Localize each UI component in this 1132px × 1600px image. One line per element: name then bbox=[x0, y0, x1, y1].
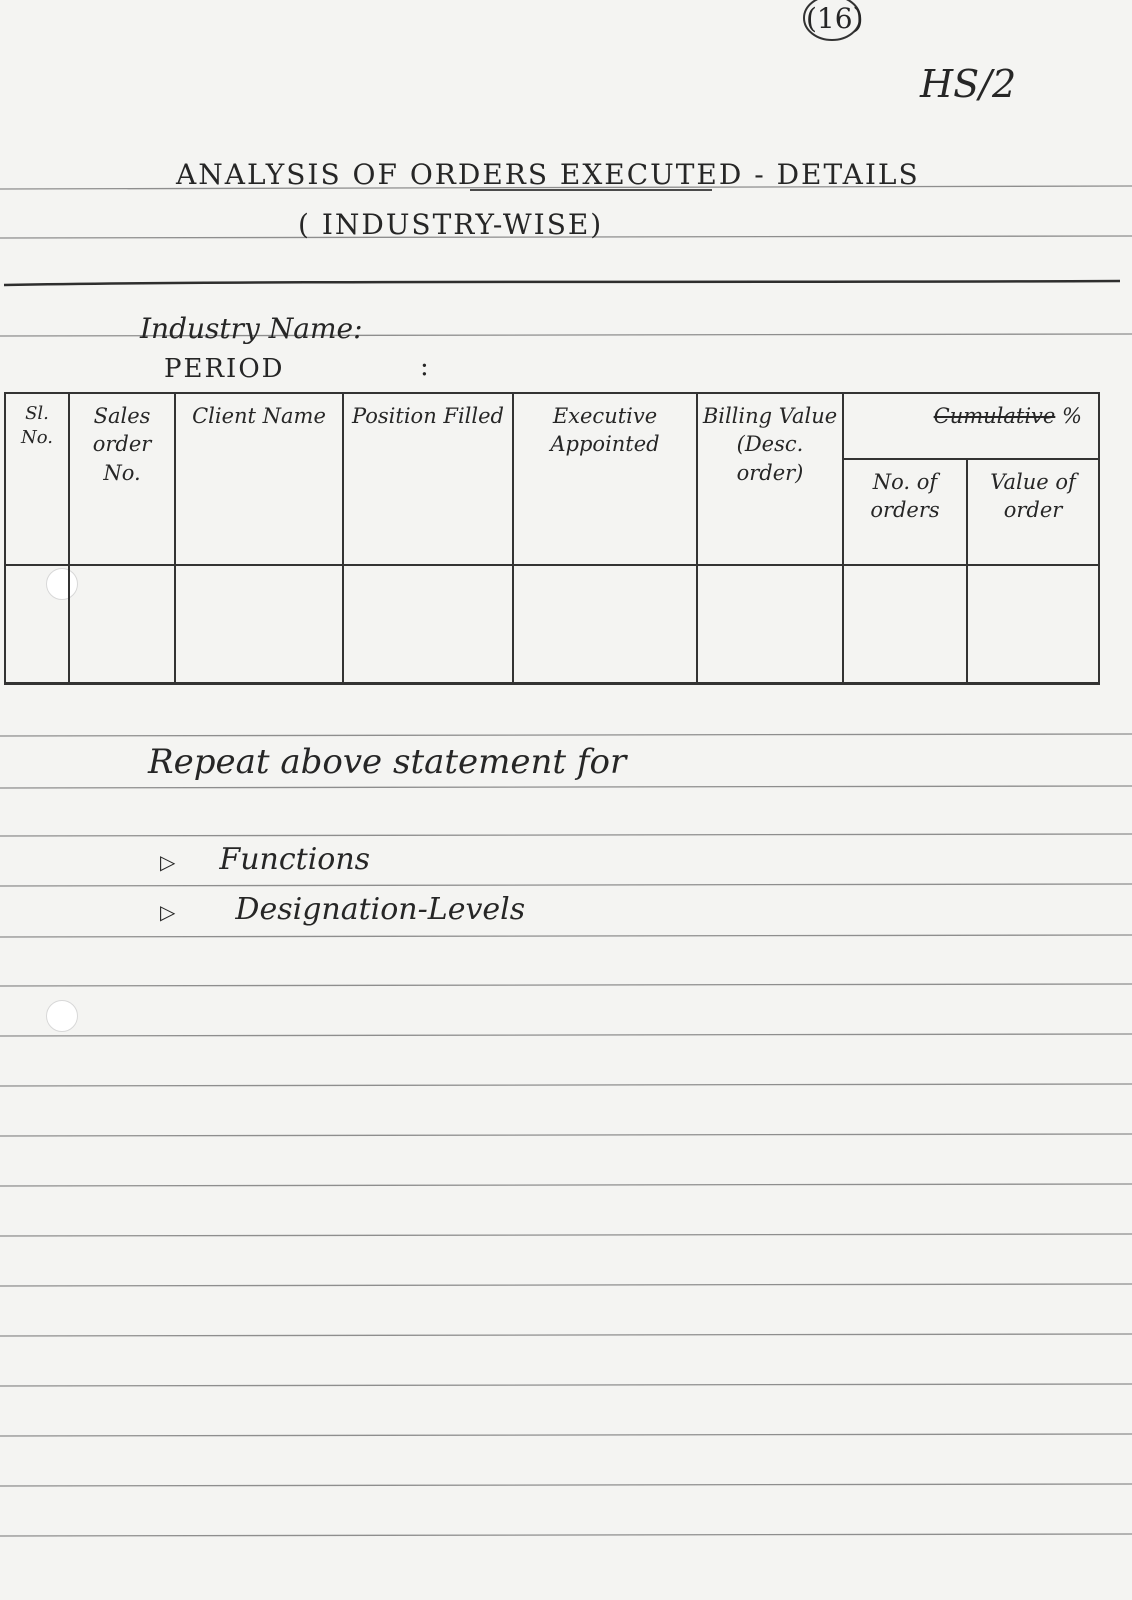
table-cell bbox=[967, 565, 1099, 684]
reference-code: HS/2 bbox=[920, 62, 1017, 106]
struck-group-label: Cumulative bbox=[933, 404, 1056, 428]
table-row bbox=[5, 565, 1099, 684]
column-header-client-name: Client Name bbox=[175, 393, 343, 565]
column-header-billing-value: Billing Value (Desc. order) bbox=[697, 393, 843, 565]
punch-hole bbox=[46, 1000, 78, 1032]
page-title: ANALYSIS OF ORDERS EXECUTED - DETAILS bbox=[176, 158, 920, 191]
table-cell bbox=[843, 565, 967, 684]
table-header-row bbox=[5, 393, 1099, 459]
orders-table bbox=[4, 392, 1100, 685]
column-group-header bbox=[843, 393, 1099, 459]
industry-name-label: Industry Name: bbox=[140, 312, 363, 345]
triangle-bullet-icon: ▷ bbox=[160, 850, 176, 874]
list-item bbox=[160, 892, 525, 927]
column-header-sales-order-no: Sales order No. bbox=[69, 393, 175, 565]
page-number: (16) bbox=[806, 2, 864, 35]
table-cell bbox=[5, 565, 69, 684]
period-colon: : bbox=[420, 352, 429, 382]
group-percent-label: % bbox=[1062, 404, 1082, 428]
column-header-no-of-orders: No. of orders bbox=[843, 459, 967, 565]
list-item-label: Designation-Levels bbox=[235, 892, 526, 927]
column-header-sl-no: Sl. No. bbox=[5, 393, 69, 565]
period-label: PERIOD bbox=[164, 354, 285, 384]
list-item-label: Functions bbox=[219, 842, 371, 877]
page-subtitle: ( INDUSTRY-WISE) bbox=[298, 208, 604, 241]
triangle-bullet-icon: ▷ bbox=[160, 900, 176, 924]
table-cell bbox=[697, 565, 843, 684]
column-header-position-filled: Position Filled bbox=[343, 393, 513, 565]
table-cell bbox=[175, 565, 343, 684]
table-cell bbox=[513, 565, 697, 684]
column-header-value-of-order: Value of order bbox=[967, 459, 1099, 565]
table-cell bbox=[69, 565, 175, 684]
column-header-executive-appointed: Executive Appointed bbox=[513, 393, 697, 565]
table-cell bbox=[343, 565, 513, 684]
list-item bbox=[160, 842, 370, 877]
repeat-note-heading: Repeat above statement for bbox=[148, 742, 627, 782]
